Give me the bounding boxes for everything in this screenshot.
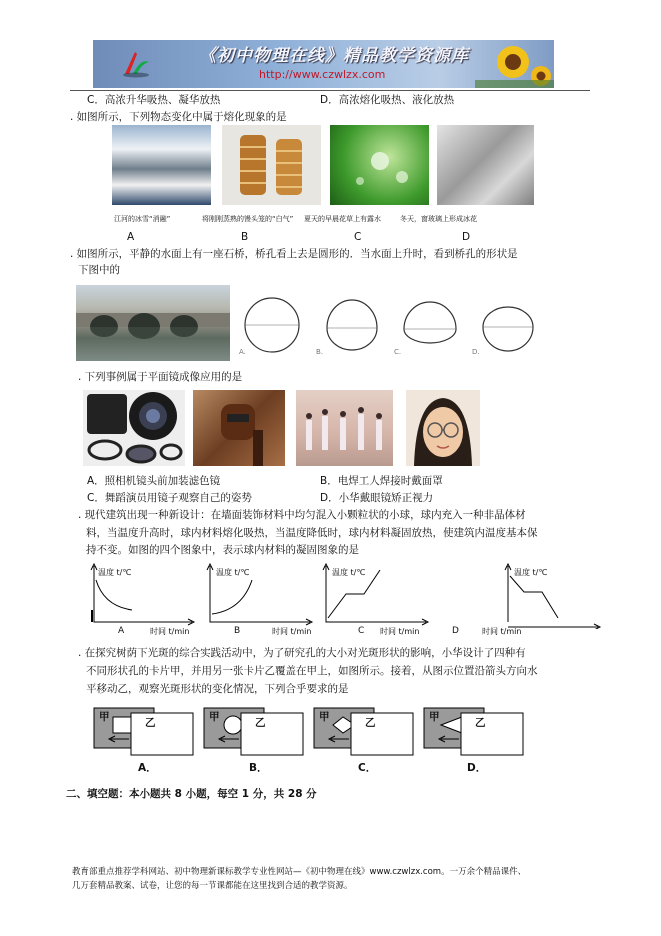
q1-caption-c: 夏天的早晨花草上有露水	[304, 215, 381, 223]
q3-option-c: C．舞蹈演员用镜子观察自己的姿势	[87, 492, 252, 504]
q5-c-card-jia: 甲	[319, 711, 330, 723]
q2-option-d-shape	[478, 295, 538, 355]
q4-graph-a-xlabel: 时间 t/min	[150, 627, 190, 636]
q4-stem-line2: 料，当温度升高时，球内材料熔化吸热，当温度降低时，球内材料凝固放热，使建筑内温度基本保	[86, 527, 538, 539]
section2-heading: 二、填空题：本小题共 8 小题，每空 1 分，共 28 分	[66, 788, 317, 800]
q2-label-a: A.	[239, 348, 246, 356]
q5-stem-line3: 平移动乙，观察光斑形状的变化情况，下列合乎要求的是	[86, 683, 349, 695]
q5-d-card-yi: 乙	[475, 717, 486, 729]
header-title: 《初中物理在线》精品教学资源库	[199, 46, 469, 66]
q1-letter-a: A	[127, 231, 135, 243]
q2-photo-stone-bridge	[76, 285, 230, 361]
footer-line2: 几万套精品教案、试卷，让您的每一节课都能在这里找到合适的教学资源。	[72, 881, 353, 891]
q5-letter-a: A．	[138, 762, 157, 774]
header-rule	[70, 90, 590, 91]
q4-graph-b-letter: B	[234, 626, 241, 636]
q5-stem-line2: 不同形状孔的卡片甲，并用另一张卡片乙覆盖在甲上，如图所示。接着，从图示位置沿箭头方向水	[86, 665, 538, 677]
q2-stem-line2: 下图中的	[78, 264, 120, 276]
q1-caption-d: 冬天，窗玻璃上形成冰花	[400, 215, 477, 223]
prev-option-d: D．高浓熔化吸热、液化放热	[320, 94, 455, 106]
q2-stem-line1: . 如图所示，平静的水面上有一座石桥，桥孔看上去是圆形的．当水面上升时，看到桥孔的形状是	[70, 248, 518, 260]
q3-option-d: D．小华戴眼镜矫正视力	[320, 492, 434, 504]
q4-graph-c-letter: C	[358, 626, 365, 636]
q2-option-c-shape	[400, 295, 460, 355]
q5-letter-d: D．	[467, 762, 487, 774]
header-url[interactable]: http://www.czwlzx.com	[259, 68, 386, 81]
sunflower-icon	[475, 40, 554, 88]
q4-graph-d-ylabel: 温度 t/℃	[514, 568, 548, 577]
prev-option-c: C．高浓升华吸热、凝华放热	[87, 94, 221, 106]
q4-graph-c-xlabel: 时间 t/min	[380, 627, 420, 636]
q1-letter-d: D	[462, 231, 471, 243]
q3-stem: . 下列事例属于平面镜成像应用的是	[78, 371, 243, 383]
q1-photo-a-river-ice	[112, 125, 211, 205]
q1-photo-d-frost	[437, 125, 534, 205]
logo-icon	[121, 48, 151, 78]
q4-graph-a-letter: A	[118, 626, 125, 636]
q5-c-card-yi: 乙	[365, 717, 376, 729]
q1-stem: . 如图所示，下列物态变化中属于熔化现象的是	[70, 111, 287, 123]
q1-letter-b: B	[241, 231, 249, 243]
q2-label-b: B.	[316, 348, 324, 356]
q5-a-card-jia: 甲	[99, 711, 110, 723]
q4-graph-d-letter: D	[452, 626, 459, 636]
q5-letter-c: C．	[358, 762, 377, 774]
q4-graph-d-xlabel: 时间 t/min	[482, 627, 522, 636]
q5-b-card-jia: 甲	[209, 711, 220, 723]
q2-option-a-shape	[242, 295, 302, 355]
header-banner	[93, 40, 554, 88]
q5-b-card-yi: 乙	[255, 717, 266, 729]
q3-photo-dancers	[296, 390, 393, 466]
q5-letter-b: B．	[249, 762, 268, 774]
q1-caption-b: 将刚刚蒸熟的馒头笼的“白气”	[202, 215, 294, 223]
q3-option-b: B．电焊工人焊接时戴面罩	[320, 475, 443, 487]
q5-d-card-jia: 甲	[429, 711, 440, 723]
q1-letter-c: C	[354, 231, 362, 243]
q4-graph-b-ylabel: 温度 t/℃	[216, 568, 250, 577]
q2-label-d: D.	[472, 348, 480, 356]
q2-option-b-shape	[322, 295, 382, 355]
q3-option-a: A．照相机镜头前加装滤色镜	[87, 475, 221, 487]
q4-stem-line3: 持不变。如图的四个图象中，表示球内材料的凝固图象的是	[86, 544, 359, 556]
q4-graph-b-xlabel: 时间 t/min	[272, 627, 312, 636]
q4-graph-a-ylabel: 温度 t/℃	[98, 568, 132, 577]
q4-stem-line1: . 现代建筑出现一种新设计：在墙面装饰材料中均匀混入小颗粒状的小球，球内充入一种非晶体材	[78, 509, 526, 521]
q3-photo-camera-lens	[83, 390, 185, 466]
q2-label-c: C.	[394, 348, 402, 356]
q5-stem-line1: . 在探究树荫下光斑的综合实践活动中，为了研究孔的大小对光斑形状的影响，小华设计了四种有	[78, 647, 526, 659]
q3-photo-welder	[193, 390, 285, 466]
q1-photo-b-steamer	[222, 125, 321, 205]
q4-graph-d-xaxis	[470, 614, 602, 624]
q1-photo-c-dew	[330, 125, 429, 205]
footer-line1: 教育部重点推荐学科网站、初中物理新课标教学专业性网站—《初中物理在线》www.czwlzx.com。一万余个精品课件、	[72, 867, 527, 877]
q4-graph-c-ylabel: 温度 t/℃	[332, 568, 366, 577]
q1-caption-a: 江河的冰雪“消融”	[114, 215, 171, 223]
q5-a-card-yi: 乙	[145, 717, 156, 729]
q3-photo-girl-glasses	[406, 390, 480, 466]
